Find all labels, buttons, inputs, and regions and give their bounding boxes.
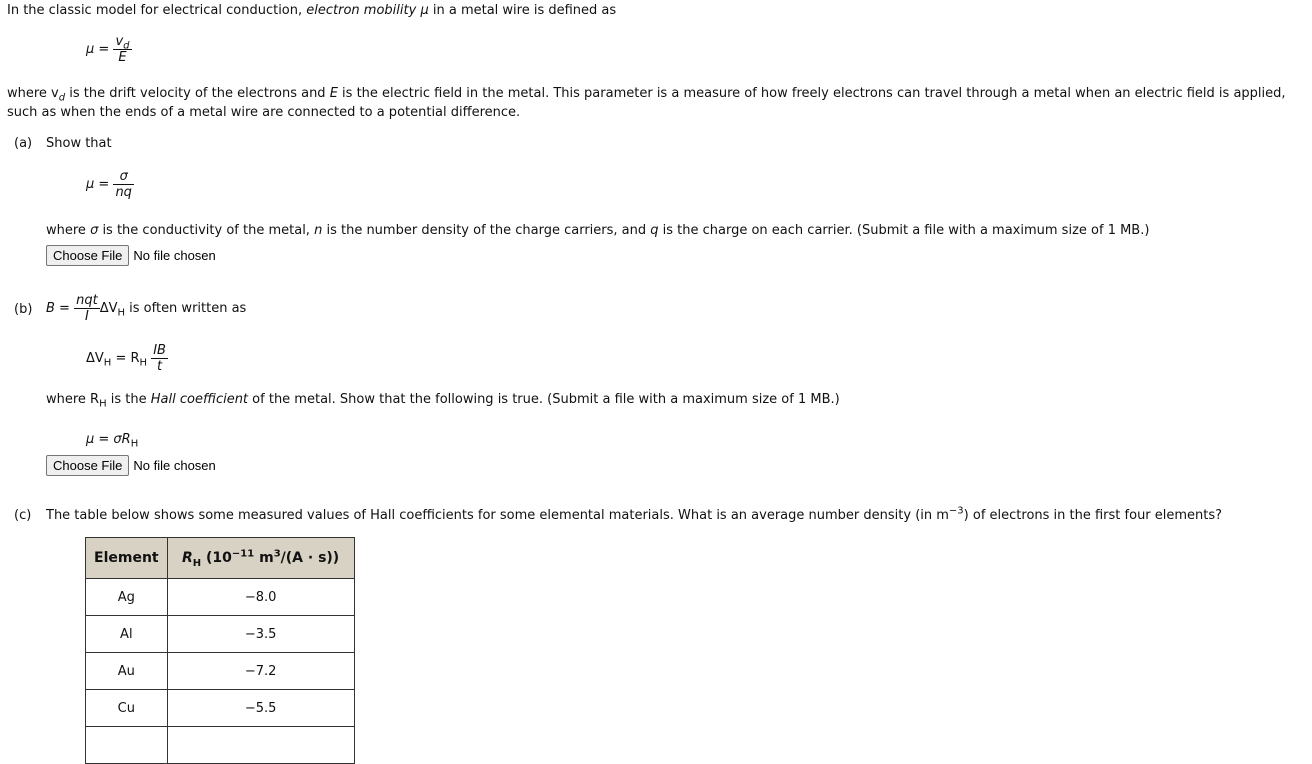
fraction: $\frac{\sigma}{nq}$: [115, 169, 132, 200]
element-cell: Au: [86, 653, 168, 690]
table-row: [86, 616, 355, 653]
part-a-prompt: Show that: [46, 136, 112, 151]
part-b-file-upload: [46, 455, 216, 476]
hall-value-cell: −7.2: [167, 653, 354, 690]
hall-coefficient-table-wrapper: [85, 537, 355, 764]
intro-text: In the classic model for electrical conduction, electron mobility μ in a metal wire is defined as: [7, 3, 617, 18]
file-status: No file chosen: [133, 248, 216, 263]
fraction: $\frac{IB}{t}$: [153, 343, 166, 374]
hall-value-cell: −5.5: [167, 690, 354, 727]
intro-term: electron mobility: [306, 3, 417, 18]
hall-value-cell: −3.5: [167, 616, 354, 653]
part-b-voltage-equation: $\Delta V_H = R_H$ $\frac{IB}{t}$: [86, 343, 166, 374]
choose-file-button[interactable]: Choose File: [46, 245, 129, 266]
part-a-label: (a): [14, 136, 33, 151]
column-header-element: Element: [86, 538, 168, 579]
definition-line-1: where $v_d$ is the drift velocity of the electrons and E is the electric field in the metal. This parameter is a measure of how freely electrons can travel through a metal when an electric field is applied,: [7, 86, 1286, 104]
definition-line-2: such as when the ends of a metal wire are connected to a potential difference.: [7, 105, 521, 120]
part-b-result-equation: $\mu = \sigma R_H$: [86, 432, 139, 450]
part-b-hall-equation: B = $\frac{\text{nqt}}{I}$ $\Delta V_H$ is often written as: [46, 293, 247, 324]
table-row: [86, 690, 355, 727]
element-cell: Ag: [86, 579, 168, 616]
fraction: $\frac{\text{nqt}}{I}$: [76, 293, 98, 324]
file-status: No file chosen: [133, 458, 216, 473]
part-c-question: The table below shows some measured values of Hall coefficients for some elemental materials. What is an average number density (in $m^{-3}$) of electrons in the first four elements?: [46, 505, 1223, 523]
hall-coefficient-table: [85, 537, 355, 764]
hall-value-cell: −8.0: [167, 579, 354, 616]
element-cell: Al: [86, 616, 168, 653]
part-a-equation: μ = $\frac{\sigma}{nq}$: [86, 169, 132, 200]
part-a-description: where σ is the conductivity of the metal, n is the number density of the charge carriers, and q is the charge on each carrier. (Submit a file with a maximum size of 1 MB.): [46, 223, 1150, 238]
column-header-hall-coefficient: $R_H$ ($10^{-11}$ $m^3/(A \cdot s)$): [167, 538, 354, 579]
part-c-label: (c): [14, 508, 32, 523]
part-b-description: where $R_H$ is the Hall coefficient of the metal. Show that the following is true. (Submit a file with a maximum size of 1 MB.): [46, 392, 840, 410]
choose-file-button[interactable]: Choose File: [46, 455, 129, 476]
mobility-equation: μ = $\frac{v_d}{E}$: [86, 34, 130, 65]
table-header-row: [86, 538, 355, 579]
part-b-label: (b): [14, 302, 33, 317]
table-row: [86, 653, 355, 690]
element-cell: Cu: [86, 690, 168, 727]
table-row-partial: [86, 727, 355, 764]
part-a-file-upload: [46, 245, 216, 266]
table-row: [86, 579, 355, 616]
fraction: $\frac{v_d}{E}$: [115, 34, 130, 65]
